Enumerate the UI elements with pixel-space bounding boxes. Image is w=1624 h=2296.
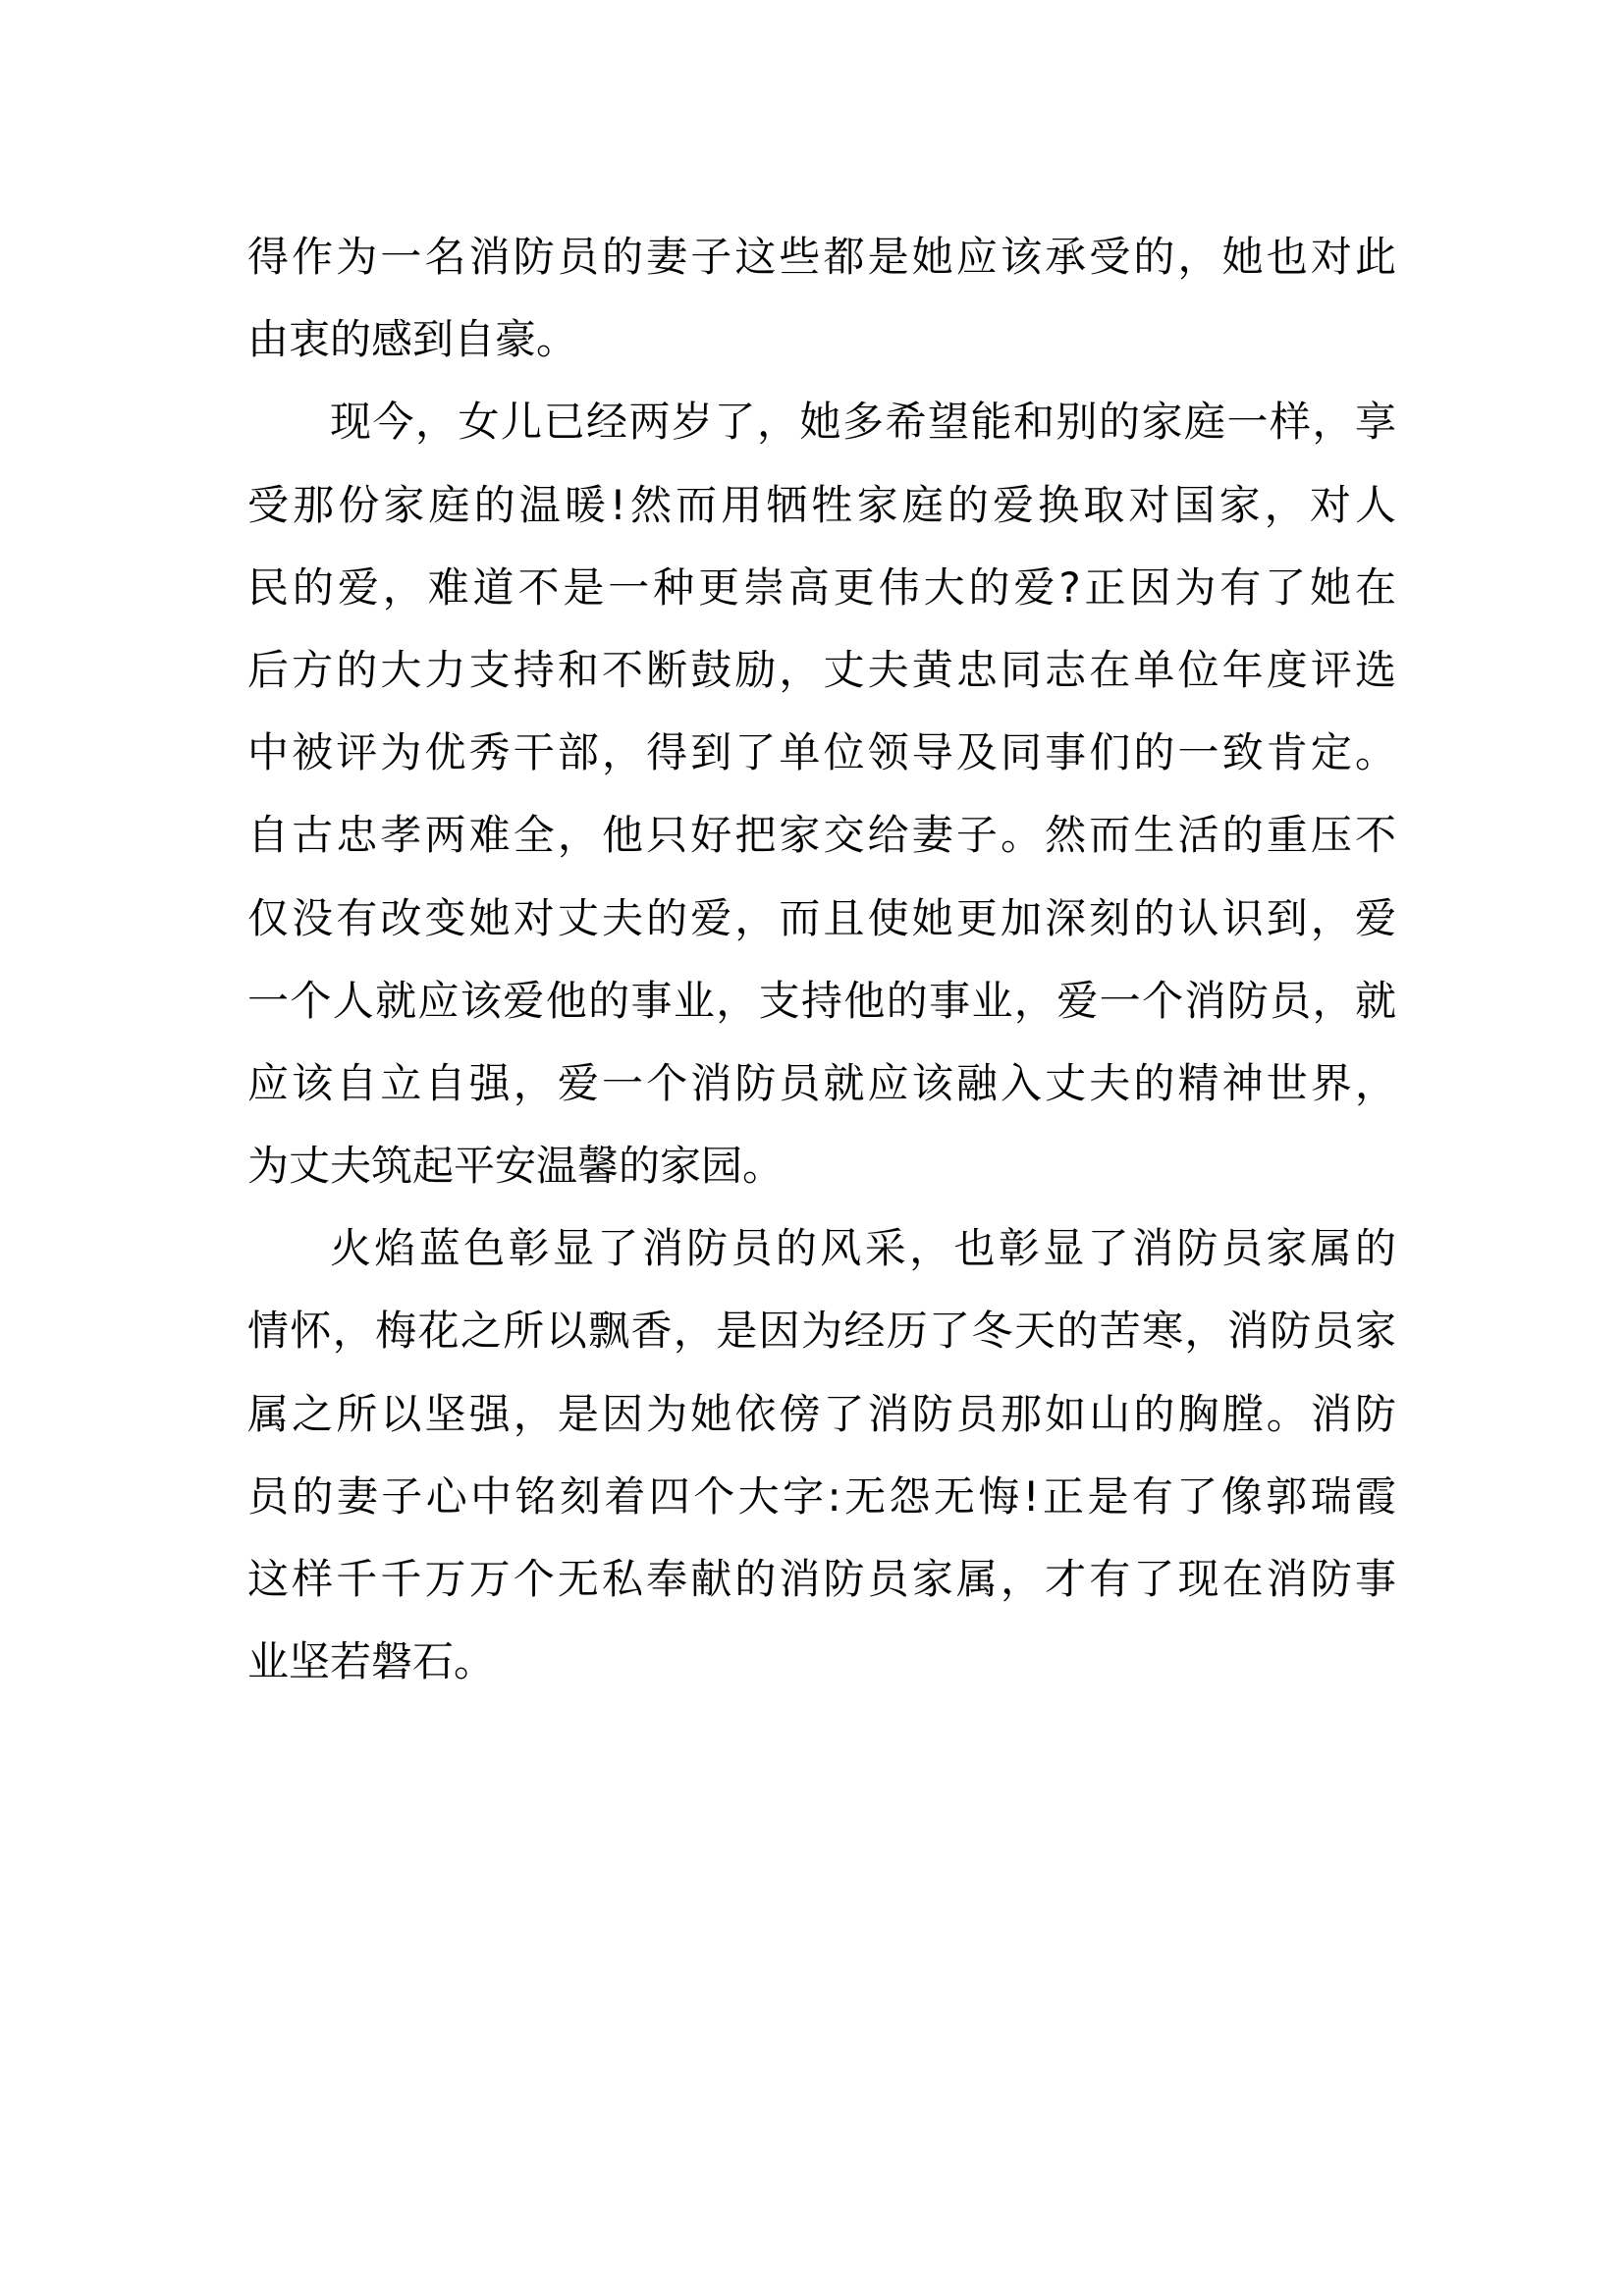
paragraph-line: 自古忠孝两难全，他只好把家交给妻子。然而生活的重压不	[247, 811, 1396, 860]
paragraph-line: 情怀，梅花之所以飘香，是因为经历了冬天的苦寒，消防员家	[247, 1307, 1396, 1356]
paragraph-3	[247, 1207, 1396, 1703]
paragraph-line: 这样千千万万个无私奉献的消防员家属，才有了现在消防事	[247, 1555, 1396, 1603]
paragraph-line: 火焰蓝色彰显了消防员的风采，也彰显了消防员家属的	[330, 1224, 1396, 1273]
paragraph-line: 后方的大力支持和不断鼓励，丈夫黄忠同志在单位年度评选	[247, 645, 1396, 694]
paragraph-line: 民的爱，难道不是一种更崇高更伟大的爱?正因为有了她在	[247, 562, 1396, 612]
paragraph-line: 为丈夫筑起平安温馨的家园。	[247, 1142, 785, 1191]
paragraph-line: 属之所以坚强，是因为她依傍了消防员那如山的胸膛。消防	[247, 1389, 1396, 1438]
paragraph-line: 现今，女儿已经两岁了，她多希望能和别的家庭一样，享	[330, 398, 1396, 447]
paragraph-1	[247, 216, 1396, 381]
paragraph-2	[247, 381, 1396, 1207]
paragraph-line: 受那份家庭的温暖!然而用牺牲家庭的爱换取对国家，对人	[247, 480, 1396, 529]
paragraph-line: 应该自立自强，爱一个消防员就应该融入丈夫的精神世界，	[247, 1058, 1396, 1107]
paragraph-line: 业坚若磐石。	[247, 1637, 496, 1686]
paragraph-line: 员的妻子心中铭刻着四个大字:无怨无悔!正是有了像郭瑞霞	[247, 1471, 1396, 1521]
paragraph-line: 中被评为优秀干部，得到了单位领导及同事们的一致肯定。	[247, 728, 1396, 777]
paragraph-line: 得作为一名消防员的妻子这些都是她应该承受的，她也对此	[247, 233, 1396, 281]
body-text	[247, 216, 1396, 1703]
paragraph-line: 由衷的感到自豪。	[247, 315, 578, 364]
paragraph-line: 一个人就应该爱他的事业，支持他的事业，爱一个消防员，就	[247, 976, 1396, 1025]
paragraph-line: 仅没有改变她对丈夫的爱，而且使她更加深刻的认识到，爱	[247, 893, 1396, 942]
